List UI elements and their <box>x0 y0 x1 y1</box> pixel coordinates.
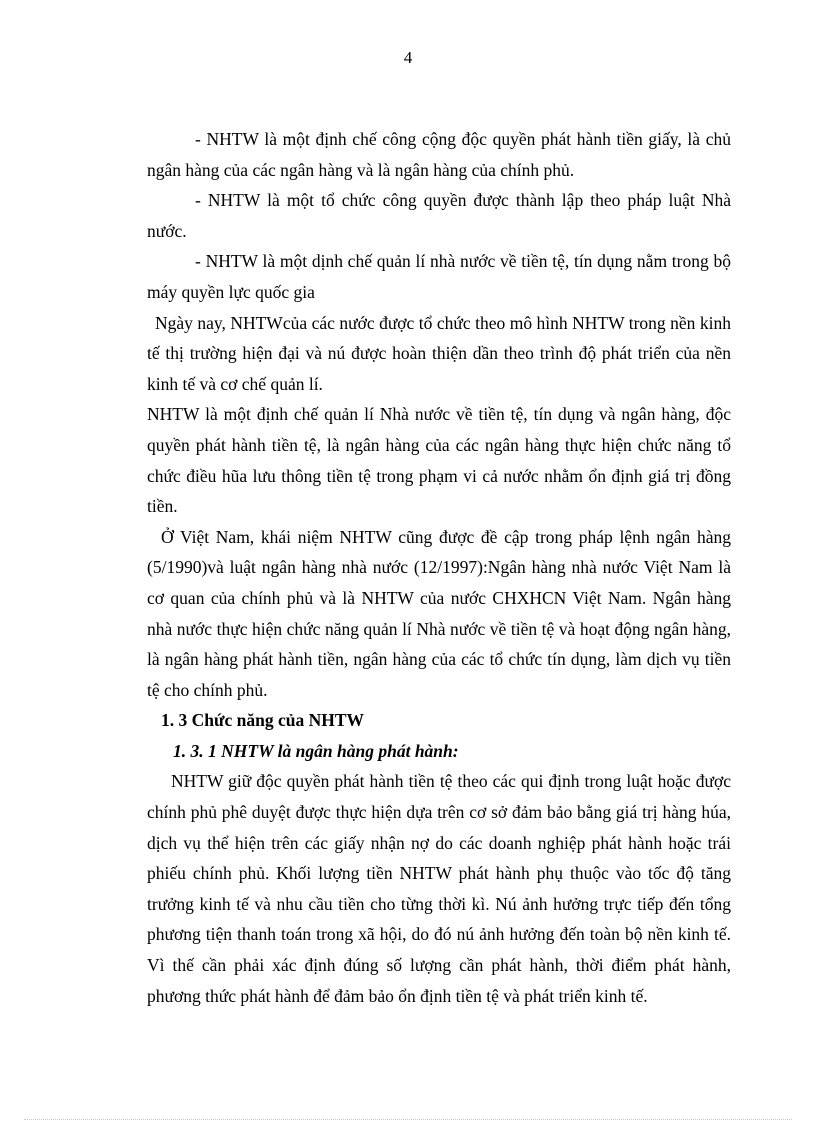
page-bottom-divider <box>24 1119 792 1120</box>
page-number: 4 <box>403 48 413 67</box>
section-heading: 1. 3 Chức năng của NHTW <box>161 710 365 731</box>
paragraph-public-authority: - NHTW là một tổ chức công quyền được thành lập theo pháp luật Nhà nước. <box>147 190 731 241</box>
paragraph-modern-model: Ngày nay, NHTWcủa các nước được tổ chức theo mô hình NHTW trong nền kinh tế thị trường hiện đại và nú được hoàn thiện dần theo trình độ phát triển của nền kinh tế và cơ chế quản lí. <box>147 312 731 394</box>
paragraph-state-management: - NHTW là một dịnh chế quản lí nhà nước về tiền tệ, tín dụng nằm trong bộ máy quyền lực quốc gia <box>147 251 731 302</box>
paragraph-vietnam: Ở Việt Nam, khái niệm NHTW cũng được đề cập trong pháp lệnh ngân hàng (5/1990)và luật ngân hàng nhà nước (12/1997):Ngân hàng nhà nước Việt Nam là cơ quan của chính phủ và là NHTW của nước CHXHCN Việt Nam. Ngân hàng nhà nước thực hiện chức năng quản lí Nhà nước về tiền tệ và hoạt động ngân hàng, là ngân hàng phát hành tiền, ngân hàng của các tổ chức tín dụng, làm dịch vụ tiền tệ cho chính phủ. <box>147 526 731 700</box>
document-body <box>147 124 731 1011</box>
paragraph-general-definition: NHTW là một định chế quản lí Nhà nước về tiền tệ, tín dụng và ngân hàng, độc quyền phát hành tiền tệ, là ngân hàng của các ngân hàng thực hiện chức năng tổ chức điều hũa lưu thông tiền tệ trong phạm vi cả nước nhằm ổn định giá trị đồng tiền. <box>147 404 731 517</box>
subsection-heading: 1. 3. 1 NHTW là ngân hàng phát hành: <box>173 740 459 761</box>
paragraph-central-bank-definition: - NHTW là một định chế công cộng độc quyền phát hành tiền giấy, là chủ ngân hàng của các ngân hàng và là ngân hàng của chính phủ. <box>147 129 731 180</box>
paragraph-issuing-bank: NHTW giữ độc quyền phát hành tiền tệ theo các qui định trong luật hoặc được chính phủ phê duyệt được thực hiện dựa trên cơ sở đảm bảo bằng giá trị hàng húa, dịch vụ thể hiện trên các giấy nhận nợ do các doanh nghiệp phát hành hoặc trái phiếu chính phủ. Khối lượng tiền NHTW phát hành phụ thuộc vào tốc độ tăng trưởng kinh tế và nhu cầu tiền cho từng thời kì. Nú ảnh hưởng trực tiếp đến tổng phương tiện thanh toán trong xã hội, do đó nú ảnh hưởng đến toàn bộ nền kinh tế. Vì thế cần phải xác định đúng số lượng cần phát hành, thời điểm phát hành, phương thức phát hành để đảm bảo ổn định tiền tệ và phát triển kinh tế. <box>147 771 731 1006</box>
